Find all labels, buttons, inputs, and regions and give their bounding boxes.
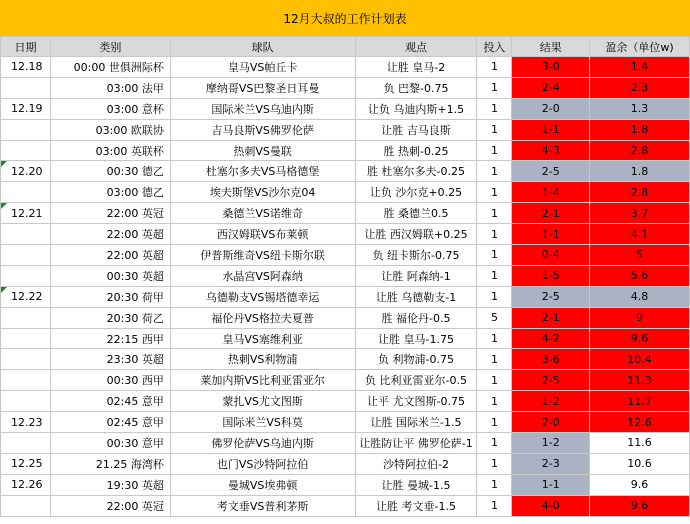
cell-category[interactable]: 22:00 英冠 xyxy=(50,203,170,224)
cell-view[interactable]: 负 巴黎-0.75 xyxy=(355,77,477,98)
cell-result[interactable]: 2-5 xyxy=(512,286,590,307)
table-row xyxy=(1,224,690,245)
cell-date[interactable] xyxy=(1,349,51,370)
table-row xyxy=(1,119,690,140)
cell-team[interactable]: 吉马良斯VS佛罗伦萨 xyxy=(170,119,355,140)
table-row xyxy=(1,307,690,328)
cell-result[interactable]: 2-5 xyxy=(512,161,590,182)
cell-category[interactable]: 20:30 荷甲 xyxy=(50,286,170,307)
cell-team[interactable]: 水晶宫VS阿森纳 xyxy=(170,265,355,286)
cell-view[interactable]: 让胜防让平 佛罗伦萨-1 xyxy=(355,433,477,454)
header-bet[interactable]: 投入 xyxy=(477,37,512,57)
cell-category[interactable]: 20:30 荷乙 xyxy=(50,307,170,328)
header-category[interactable]: 类别 xyxy=(50,37,170,57)
cell-category[interactable]: 23:30 英超 xyxy=(50,349,170,370)
cell-balance[interactable]: 10.4 xyxy=(590,349,690,370)
table-row xyxy=(1,453,690,474)
cell-date[interactable] xyxy=(1,245,51,266)
cell-category[interactable]: 03:00 法甲 xyxy=(50,77,170,98)
cell-team[interactable]: 西汉姆联VS布莱顿 xyxy=(170,224,355,245)
comment-marker-icon xyxy=(1,203,7,209)
cell-view[interactable]: 让胜 考文垂-1.5 xyxy=(355,495,477,516)
sheet-title: 12月大叔的工作计划表 xyxy=(0,0,690,37)
cell-team[interactable]: 桑德兰VS诺维奇 xyxy=(170,203,355,224)
cell-bet[interactable]: 1 xyxy=(477,182,512,203)
cell-team[interactable]: 国际米兰VS科莫 xyxy=(170,412,355,433)
cell-balance[interactable]: 5 xyxy=(590,245,690,266)
table-row xyxy=(1,140,690,161)
cell-view[interactable]: 负 比利亚雷亚尔-0.5 xyxy=(355,370,477,391)
table-row xyxy=(1,495,690,516)
comment-marker-icon xyxy=(1,161,7,167)
cell-result[interactable]: 4-3 xyxy=(512,140,590,161)
cell-date[interactable] xyxy=(1,265,51,286)
cell-team[interactable]: 皇马VS塞维利亚 xyxy=(170,328,355,349)
table-row xyxy=(1,245,690,266)
cell-balance[interactable]: 10.6 xyxy=(590,453,690,474)
cell-bet[interactable]: 1 xyxy=(477,203,512,224)
comment-marker-icon xyxy=(1,287,7,293)
cell-date[interactable] xyxy=(1,307,51,328)
table-row xyxy=(1,57,690,78)
table-row xyxy=(1,182,690,203)
cell-bet[interactable]: 1 xyxy=(477,98,512,119)
table-row xyxy=(1,265,690,286)
cell-view[interactable]: 负 利物浦-0.75 xyxy=(355,349,477,370)
cell-balance[interactable]: 3.7 xyxy=(590,203,690,224)
cell-view[interactable]: 让负 沙尔克+0.25 xyxy=(355,182,477,203)
cell-balance[interactable]: 2.8 xyxy=(590,182,690,203)
cell-date[interactable] xyxy=(1,77,51,98)
cell-result[interactable]: 2-1 xyxy=(512,307,590,328)
cell-view[interactable]: 让胜 吉马良斯 xyxy=(355,119,477,140)
cell-date[interactable]: 12.25 xyxy=(1,453,51,474)
cell-balance[interactable]: 9 xyxy=(590,307,690,328)
cell-category[interactable]: 00:00 世俱洲际杯 xyxy=(50,57,170,78)
cell-result[interactable]: 1-1 xyxy=(512,119,590,140)
cell-category[interactable]: 22:15 西甲 xyxy=(50,328,170,349)
cell-bet[interactable]: 1 xyxy=(477,370,512,391)
cell-result[interactable]: 4-2 xyxy=(512,328,590,349)
cell-team[interactable]: 埃夫斯堡VS沙尔克04 xyxy=(170,182,355,203)
cell-bet[interactable]: 1 xyxy=(477,77,512,98)
header-balance[interactable]: 盈余（单位w) xyxy=(590,37,690,57)
table-row xyxy=(1,433,690,454)
cell-balance[interactable]: 1.8 xyxy=(590,119,690,140)
cell-view[interactable]: 胜 桑德兰0.5 xyxy=(355,203,477,224)
cell-bet[interactable]: 1 xyxy=(477,391,512,412)
cell-balance[interactable]: 2.3 xyxy=(590,77,690,98)
table-row xyxy=(1,412,690,433)
cell-category[interactable]: 21.25 海湾杯 xyxy=(50,453,170,474)
header-row xyxy=(1,37,690,57)
cell-bet[interactable]: 1 xyxy=(477,328,512,349)
plan-table xyxy=(0,36,690,517)
cell-team[interactable]: 莱加内斯VS比利亚雷亚尔 xyxy=(170,370,355,391)
cell-result[interactable]: 2-0 xyxy=(512,412,590,433)
cell-bet[interactable]: 1 xyxy=(477,161,512,182)
cell-balance[interactable]: 2.8 xyxy=(590,140,690,161)
cell-team[interactable]: 蒙扎VS尤文图斯 xyxy=(170,391,355,412)
table-row xyxy=(1,370,690,391)
cell-view[interactable]: 让负 乌迪内斯+1.5 xyxy=(355,98,477,119)
cell-balance[interactable]: 1.8 xyxy=(590,161,690,182)
cell-result[interactable]: 2-3 xyxy=(512,453,590,474)
cell-view[interactable]: 让胜 西汉姆联+0.25 xyxy=(355,224,477,245)
cell-balance[interactable]: 5.6 xyxy=(590,265,690,286)
cell-date[interactable] xyxy=(1,391,51,412)
cell-result[interactable]: 1-4 xyxy=(512,182,590,203)
header-date[interactable]: 日期 xyxy=(1,37,51,57)
cell-balance[interactable]: 1.3 xyxy=(590,98,690,119)
table-row xyxy=(1,349,690,370)
cell-date[interactable] xyxy=(1,495,51,516)
cell-view[interactable]: 让胜 国际米兰-1.5 xyxy=(355,412,477,433)
cell-category[interactable]: 00:30 意甲 xyxy=(50,433,170,454)
cell-category[interactable]: 00:30 西甲 xyxy=(50,370,170,391)
cell-category[interactable]: 22:00 英超 xyxy=(50,224,170,245)
cell-result[interactable]: 4-0 xyxy=(512,495,590,516)
cell-category[interactable]: 03:00 意杯 xyxy=(50,98,170,119)
cell-result[interactable]: 2-0 xyxy=(512,98,590,119)
cell-view[interactable]: 胜 福伦丹-0.5 xyxy=(355,307,477,328)
cell-result[interactable]: 1-5 xyxy=(512,265,590,286)
cell-balance[interactable]: 11.6 xyxy=(590,433,690,454)
cell-bet[interactable]: 1 xyxy=(477,57,512,78)
cell-team[interactable]: 曼城VS埃弗顿 xyxy=(170,474,355,495)
cell-balance[interactable]: 12.6 xyxy=(590,412,690,433)
cell-bet[interactable]: 1 xyxy=(477,245,512,266)
cell-view[interactable]: 让胜 皇马-2 xyxy=(355,57,477,78)
cell-category[interactable]: 00:30 德乙 xyxy=(50,161,170,182)
cell-bet[interactable]: 1 xyxy=(477,474,512,495)
cell-date[interactable] xyxy=(1,182,51,203)
cell-bet[interactable]: 1 xyxy=(477,265,512,286)
table-row xyxy=(1,328,690,349)
cell-balance[interactable]: 9.6 xyxy=(590,328,690,349)
cell-view[interactable]: 沙特阿拉伯-2 xyxy=(355,453,477,474)
cell-date[interactable]: 12.21 xyxy=(1,203,51,224)
cell-result[interactable]: 1-1 xyxy=(512,474,590,495)
cell-category[interactable]: 03:00 欧联协 xyxy=(50,119,170,140)
table-row xyxy=(1,77,690,98)
cell-category[interactable]: 00:30 英超 xyxy=(50,265,170,286)
cell-date[interactable]: 12.18 xyxy=(1,57,51,78)
table-body xyxy=(1,57,690,517)
cell-team[interactable]: 乌德勒支VS锡塔德幸运 xyxy=(170,286,355,307)
cell-date[interactable] xyxy=(1,370,51,391)
table-row xyxy=(1,161,690,182)
cell-date[interactable] xyxy=(1,140,51,161)
table-row xyxy=(1,286,690,307)
cell-team[interactable]: 考文垂VS普利茅斯 xyxy=(170,495,355,516)
cell-team[interactable]: 国际米兰VS乌迪内斯 xyxy=(170,98,355,119)
cell-category[interactable]: 22:00 英超 xyxy=(50,245,170,266)
cell-result[interactable]: 1-2 xyxy=(512,433,590,454)
cell-bet[interactable]: 1 xyxy=(477,119,512,140)
cell-category[interactable]: 03:00 德乙 xyxy=(50,182,170,203)
cell-view[interactable]: 让胜 乌德勒支-1 xyxy=(355,286,477,307)
cell-team[interactable]: 摩纳哥VS巴黎圣日耳曼 xyxy=(170,77,355,98)
cell-result[interactable]: 1-2 xyxy=(512,391,590,412)
cell-bet[interactable]: 1 xyxy=(477,433,512,454)
cell-date[interactable] xyxy=(1,328,51,349)
header-team[interactable]: 球队 xyxy=(170,37,355,57)
cell-team[interactable]: 杜塞尔多夫VS马格德堡 xyxy=(170,161,355,182)
cell-date[interactable]: 12.22 xyxy=(1,286,51,307)
cell-bet[interactable]: 1 xyxy=(477,412,512,433)
cell-view[interactable]: 让胜 皇马-1.75 xyxy=(355,328,477,349)
cell-category[interactable]: 03:00 英联杯 xyxy=(50,140,170,161)
cell-view[interactable]: 让胜 阿森纳-1 xyxy=(355,265,477,286)
cell-date[interactable]: 12.23 xyxy=(1,412,51,433)
cell-bet[interactable]: 1 xyxy=(477,349,512,370)
cell-date[interactable]: 12.26 xyxy=(1,474,51,495)
cell-category[interactable]: 02:45 意甲 xyxy=(50,391,170,412)
cell-result[interactable]: 2-4 xyxy=(512,77,590,98)
cell-bet[interactable]: 1 xyxy=(477,286,512,307)
cell-category[interactable]: 19:30 英超 xyxy=(50,474,170,495)
cell-result[interactable]: 2-5 xyxy=(512,370,590,391)
cell-result[interactable]: 3-6 xyxy=(512,349,590,370)
cell-date[interactable] xyxy=(1,433,51,454)
cell-date[interactable]: 12.19 xyxy=(1,98,51,119)
cell-bet[interactable]: 1 xyxy=(477,453,512,474)
cell-team[interactable]: 热刺VS利物浦 xyxy=(170,349,355,370)
cell-balance[interactable]: 11.3 xyxy=(590,370,690,391)
table-row xyxy=(1,391,690,412)
table-row xyxy=(1,474,690,495)
cell-category[interactable]: 02:45 意甲 xyxy=(50,412,170,433)
cell-team[interactable]: 热刺VS曼联 xyxy=(170,140,355,161)
cell-balance[interactable]: 9.6 xyxy=(590,495,690,516)
cell-view[interactable]: 让胜 曼城-1.5 xyxy=(355,474,477,495)
cell-result[interactable]: 2-1 xyxy=(512,203,590,224)
cell-balance[interactable]: 1.4 xyxy=(590,57,690,78)
cell-team[interactable]: 也门VS沙特阿拉伯 xyxy=(170,453,355,474)
cell-date[interactable] xyxy=(1,224,51,245)
cell-balance[interactable]: 11.7 xyxy=(590,391,690,412)
cell-view[interactable]: 让平 尤文图斯-0.75 xyxy=(355,391,477,412)
cell-bet[interactable]: 1 xyxy=(477,140,512,161)
cell-team[interactable]: 皇马VS帕丘卡 xyxy=(170,57,355,78)
header-result[interactable]: 结果 xyxy=(512,37,590,57)
cell-view[interactable]: 胜 热刺-0.25 xyxy=(355,140,477,161)
cell-balance[interactable]: 4.1 xyxy=(590,224,690,245)
cell-category[interactable]: 22:00 英冠 xyxy=(50,495,170,516)
table-row xyxy=(1,203,690,224)
cell-team[interactable]: 福伦丹VS格拉夫夏普 xyxy=(170,307,355,328)
cell-view[interactable]: 胜 杜塞尔多夫-0.25 xyxy=(355,161,477,182)
cell-team[interactable]: 佛罗伦萨VS乌迪内斯 xyxy=(170,433,355,454)
table-row xyxy=(1,98,690,119)
cell-bet[interactable]: 5 xyxy=(477,307,512,328)
cell-team[interactable]: 伊普斯维奇VS纽卡斯尔联 xyxy=(170,245,355,266)
cell-date[interactable]: 12.20 xyxy=(1,161,51,182)
cell-view[interactable]: 负 纽卡斯尔-0.75 xyxy=(355,245,477,266)
cell-result[interactable]: 3-0 xyxy=(512,57,590,78)
cell-bet[interactable]: 1 xyxy=(477,495,512,516)
header-view[interactable]: 观点 xyxy=(355,37,477,57)
cell-result[interactable]: 1-1 xyxy=(512,224,590,245)
cell-balance[interactable]: 9.6 xyxy=(590,474,690,495)
cell-date[interactable] xyxy=(1,119,51,140)
cell-result[interactable]: 0-4 xyxy=(512,245,590,266)
cell-bet[interactable]: 1 xyxy=(477,224,512,245)
cell-balance[interactable]: 4.8 xyxy=(590,286,690,307)
